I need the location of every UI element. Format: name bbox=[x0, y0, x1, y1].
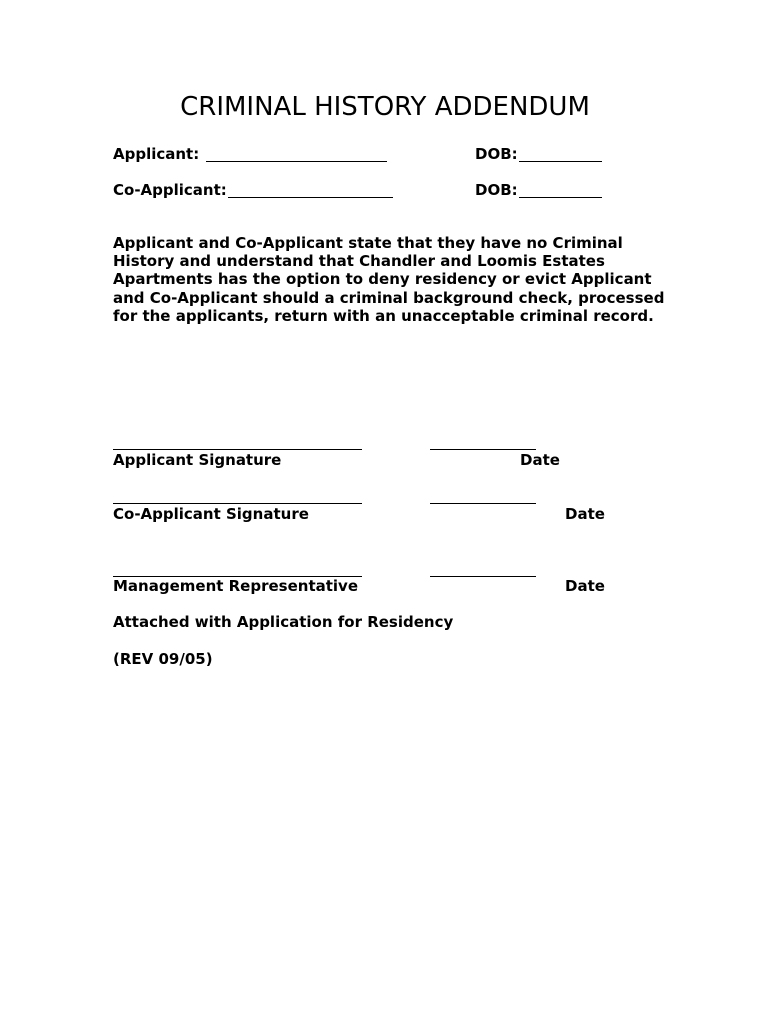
applicant-label: Applicant: bbox=[113, 145, 200, 163]
co-applicant-label: Co-Applicant: bbox=[113, 181, 227, 199]
co-applicant-date-label: Date bbox=[565, 505, 605, 523]
co-applicant-dob-label: DOB: bbox=[475, 181, 518, 199]
co-applicant-signature-line[interactable] bbox=[113, 503, 362, 504]
applicant-date-label: Date bbox=[520, 451, 560, 469]
applicant-date-line[interactable] bbox=[430, 449, 536, 450]
applicant-signature-label: Applicant Signature bbox=[113, 451, 282, 469]
management-representative-label: Management Representative bbox=[113, 577, 359, 595]
applicant-name-field[interactable] bbox=[206, 161, 387, 162]
revision-label: (REV 09/05) bbox=[113, 650, 213, 668]
co-applicant-dob-field[interactable] bbox=[519, 197, 602, 198]
applicant-signature-line[interactable] bbox=[113, 449, 362, 450]
statement-paragraph: Applicant and Co-Applicant state that they have no Criminal History and understand that Chandler and Loomis Estates Apartments has the option to deny residency or evict Applicant and Co-Applicant should a criminal background check, processed for the applicants, return with an unacceptable criminal record. bbox=[113, 234, 665, 325]
attached-note: Attached with Application for Residency bbox=[113, 613, 454, 631]
management-date-line[interactable] bbox=[430, 576, 536, 577]
applicant-dob-field[interactable] bbox=[519, 161, 602, 162]
co-applicant-date-line[interactable] bbox=[430, 503, 536, 504]
co-applicant-signature-label: Co-Applicant Signature bbox=[113, 505, 309, 523]
co-applicant-name-field[interactable] bbox=[228, 197, 393, 198]
management-date-label: Date bbox=[565, 577, 605, 595]
document-title: CRIMINAL HISTORY ADDENDUM bbox=[180, 92, 590, 122]
applicant-dob-label: DOB: bbox=[475, 145, 518, 163]
